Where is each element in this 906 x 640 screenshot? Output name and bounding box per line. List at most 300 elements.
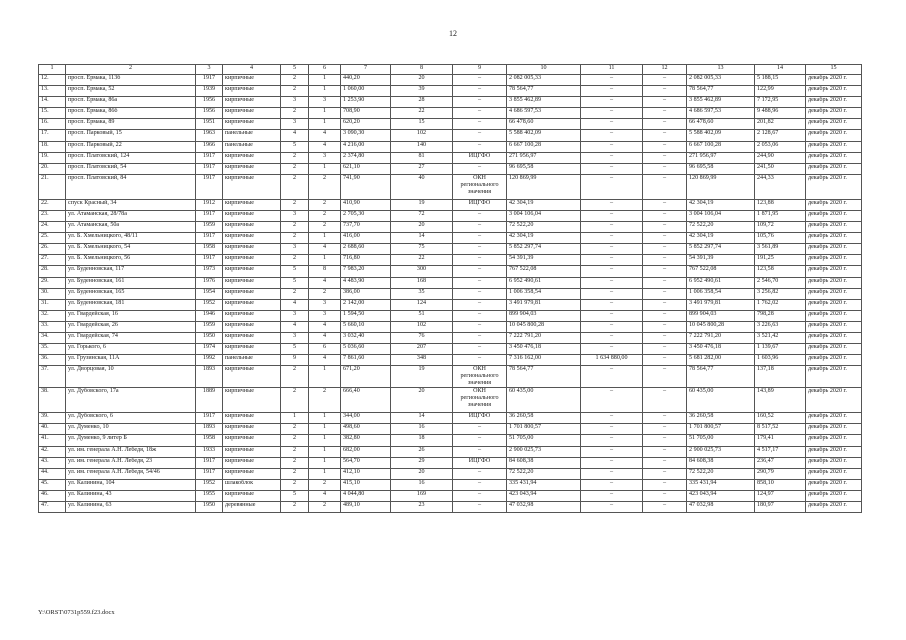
table-cell: 2 [281, 199, 309, 210]
table-cell: 3 256,82 [755, 288, 806, 299]
table-cell: 1 [309, 446, 341, 457]
table-row [39, 119, 862, 130]
table-cell: 716,80 [341, 255, 391, 266]
table-cell: 41. [39, 435, 66, 446]
table-cell: 2 [281, 174, 309, 199]
table-cell: ИЦГФО [453, 199, 507, 210]
table-cell: декабрь 2020 г. [806, 152, 862, 163]
table-cell: 2 900 025,73 [507, 446, 581, 457]
table-cell: 2 [281, 163, 309, 174]
table-cell: 78 564,77 [687, 86, 755, 97]
table-cell: 5 660,10 [341, 321, 391, 332]
table-cell: – [453, 222, 507, 233]
table-cell: 76 [391, 332, 453, 343]
table-cell: – [643, 413, 687, 424]
table-cell: 7 222 791,20 [507, 332, 581, 343]
table-cell: 2 [281, 86, 309, 97]
table-cell: 18 [391, 435, 453, 446]
table-cell: 3 521,42 [755, 332, 806, 343]
table-cell: 300 [391, 266, 453, 277]
table-cell: ул. Б. Хмельницкого, 54 [66, 244, 196, 255]
table-cell: панельные [223, 355, 281, 366]
table-cell: – [643, 502, 687, 513]
table-row [39, 413, 862, 424]
table-cell: 4 686 597,53 [687, 108, 755, 119]
table-cell: 2 [281, 233, 309, 244]
table-cell: 3 [309, 97, 341, 108]
table-cell: ул. Дворцовая, 10 [66, 366, 196, 388]
table-cell: – [453, 446, 507, 457]
table-cell: ул. Дубовского, 6 [66, 413, 196, 424]
table-cell: декабрь 2020 г. [806, 255, 862, 266]
table-cell: 35 [391, 288, 453, 299]
table-cell: панельные [223, 141, 281, 152]
table-cell: 168 [391, 277, 453, 288]
table-cell: 741,90 [341, 174, 391, 199]
table-cell: декабрь 2020 г. [806, 446, 862, 457]
table-cell: 335 431,94 [507, 479, 581, 490]
table-cell: 109,72 [755, 222, 806, 233]
table-cell: 2 900 025,73 [687, 446, 755, 457]
table-cell: – [643, 355, 687, 366]
table-cell: 3 [309, 310, 341, 321]
table-row [39, 130, 862, 141]
table-cell: 2 [281, 366, 309, 388]
table-cell: 1917 [196, 233, 223, 244]
table-cell: кирпичные [223, 174, 281, 199]
table-cell: декабрь 2020 г. [806, 310, 862, 321]
table-cell: 36. [39, 355, 66, 366]
table-cell: 2 705,30 [341, 210, 391, 221]
table-cell: – [453, 266, 507, 277]
table-cell: – [581, 310, 643, 321]
table-cell: – [643, 152, 687, 163]
table-cell: 1 [309, 435, 341, 446]
table-cell: 20 [391, 388, 453, 413]
table-cell: ул. Буденновская, 117 [66, 266, 196, 277]
table-cell: – [581, 119, 643, 130]
table-cell: – [643, 266, 687, 277]
table-cell: 4 [309, 490, 341, 501]
table-cell: 51 [391, 310, 453, 321]
table-cell: 4 [309, 130, 341, 141]
table-cell: просп. Парковый, 22 [66, 141, 196, 152]
table-cell: 2 128,67 [755, 130, 806, 141]
table-cell: 1 060,00 [341, 86, 391, 97]
table-cell: 2 374,80 [341, 152, 391, 163]
table-row [39, 366, 862, 388]
table-cell: декабрь 2020 г. [806, 174, 862, 199]
table-cell: 7 861,60 [341, 355, 391, 366]
table-cell: – [581, 108, 643, 119]
table-cell: 858,10 [755, 479, 806, 490]
table-cell: – [453, 86, 507, 97]
table-cell: – [453, 233, 507, 244]
table-cell: 1951 [196, 119, 223, 130]
table-cell: кирпичные [223, 152, 281, 163]
table-cell: 1 253,90 [341, 97, 391, 108]
table-row [39, 446, 862, 457]
table-cell: 18. [39, 141, 66, 152]
table-cell: 1958 [196, 244, 223, 255]
table-cell: 180,97 [755, 502, 806, 513]
table-cell: 1 [309, 163, 341, 174]
table-row [39, 141, 862, 152]
table-cell: – [643, 299, 687, 310]
table-cell: 72 522,20 [687, 222, 755, 233]
table-cell: кирпичные [223, 266, 281, 277]
table-cell: – [643, 277, 687, 288]
header-cell: 13 [687, 65, 755, 75]
table-cell: 37. [39, 366, 66, 388]
table-cell: 78 564,77 [507, 366, 581, 388]
table-cell: 1889 [196, 388, 223, 413]
table-cell: 3 [281, 119, 309, 130]
table-cell: декабрь 2020 г. [806, 435, 862, 446]
table-cell: кирпичные [223, 288, 281, 299]
table-row [39, 468, 862, 479]
table-cell: 423 043,94 [687, 490, 755, 501]
header-cell: 9 [453, 65, 507, 75]
table-cell: 1959 [196, 321, 223, 332]
table-cell: 20. [39, 163, 66, 174]
table-cell: кирпичные [223, 468, 281, 479]
table-cell: – [643, 233, 687, 244]
table-cell: просп. Ермака, 86а [66, 97, 196, 108]
table-cell: просп. Платовский, 54 [66, 163, 196, 174]
table-cell: 241,50 [755, 163, 806, 174]
table-cell: 2 [281, 288, 309, 299]
table-cell: кирпичные [223, 490, 281, 501]
table-cell: кирпичные [223, 97, 281, 108]
table-cell: ул. Думенко, 10 [66, 424, 196, 435]
table-cell: 47. [39, 502, 66, 513]
table-cell: 3 855 462,89 [507, 97, 581, 108]
table-cell: 14 [391, 233, 453, 244]
table-cell: 16. [39, 119, 66, 130]
table-cell: 2 [281, 108, 309, 119]
table-cell: 179,41 [755, 435, 806, 446]
table-cell: 27. [39, 255, 66, 266]
table-cell: 124,97 [755, 490, 806, 501]
table-cell: кирпичные [223, 199, 281, 210]
table-cell: кирпичные [223, 366, 281, 388]
table-cell: кирпичные [223, 119, 281, 130]
table-cell: – [581, 457, 643, 468]
table-cell: 5 188,15 [755, 75, 806, 86]
table-cell: 1 762,02 [755, 299, 806, 310]
table-cell: декабрь 2020 г. [806, 424, 862, 435]
table-body [39, 65, 862, 513]
table-cell: 3 [281, 310, 309, 321]
table-cell: – [581, 413, 643, 424]
table-cell: 72 [391, 210, 453, 221]
table-cell: – [643, 141, 687, 152]
table-cell: 8 [309, 266, 341, 277]
table-cell: – [643, 174, 687, 199]
table-cell: – [453, 332, 507, 343]
table-cell: 7 316 162,00 [507, 355, 581, 366]
table-row [39, 75, 862, 86]
table-cell: ул. Дубовского, 17а [66, 388, 196, 413]
table-cell: – [453, 479, 507, 490]
table-cell: 60 435,00 [687, 388, 755, 413]
table-cell: 1950 [196, 332, 223, 343]
table-cell: 22 [391, 255, 453, 266]
table-cell: 1893 [196, 424, 223, 435]
table-cell: 66 478,60 [507, 119, 581, 130]
table-cell: – [453, 435, 507, 446]
table-cell: 5 588 402,09 [687, 130, 755, 141]
table-cell: 1 [309, 424, 341, 435]
table-row [39, 490, 862, 501]
table-cell: 2 [281, 502, 309, 513]
table-cell: 21. [39, 174, 66, 199]
table-cell: – [453, 321, 507, 332]
table-cell: 38. [39, 388, 66, 413]
table-header-row [39, 65, 862, 75]
table-row [39, 344, 862, 355]
table-cell: – [581, 479, 643, 490]
table-cell: 3 004 106,04 [507, 210, 581, 221]
header-cell: 11 [581, 65, 643, 75]
table-cell: кирпичные [223, 457, 281, 468]
table-cell: 5 588 402,09 [507, 130, 581, 141]
table-cell: ИЦГФО [453, 413, 507, 424]
table-cell: 1917 [196, 75, 223, 86]
table-cell: – [643, 210, 687, 221]
table-cell: ул. Буденновская, 181 [66, 299, 196, 310]
table-cell: ул. Гвардейская, 74 [66, 332, 196, 343]
table-cell: – [453, 288, 507, 299]
table-cell: 423 043,94 [507, 490, 581, 501]
page-number: 12 [449, 29, 457, 38]
table-cell: 4 [309, 141, 341, 152]
table-cell: 7 983,20 [341, 266, 391, 277]
table-cell: 1917 [196, 255, 223, 266]
table-cell: 35. [39, 344, 66, 355]
table-cell: 4 [309, 244, 341, 255]
table-cell: 1 [309, 457, 341, 468]
table-cell: декабрь 2020 г. [806, 413, 862, 424]
table-cell: 2 [281, 468, 309, 479]
table-cell: 1 [309, 119, 341, 130]
table-cell: 4 [281, 130, 309, 141]
table-cell: 335 431,94 [687, 479, 755, 490]
table-cell: 5 [281, 344, 309, 355]
table-cell: 6 667 100,28 [507, 141, 581, 152]
table-cell: 1917 [196, 413, 223, 424]
header-cell: 10 [507, 65, 581, 75]
table-cell: 415,10 [341, 479, 391, 490]
table-cell: 4 [309, 332, 341, 343]
table-cell: 3 [281, 210, 309, 221]
table-cell: 244,33 [755, 174, 806, 199]
table-cell: 348 [391, 355, 453, 366]
table-cell: 3 [309, 152, 341, 163]
table-cell: 4 [309, 277, 341, 288]
table-cell: кирпичные [223, 210, 281, 221]
table-cell: кирпичные [223, 244, 281, 255]
table-cell: декабрь 2020 г. [806, 344, 862, 355]
table-cell: 1917 [196, 174, 223, 199]
table-cell: 26 [391, 446, 453, 457]
table-cell: ОКН регионального значения [453, 388, 507, 413]
table-cell: – [581, 288, 643, 299]
table-cell: – [643, 321, 687, 332]
table-cell: – [581, 174, 643, 199]
table-row [39, 332, 862, 343]
table-cell: деревянные [223, 502, 281, 513]
table-cell: декабрь 2020 г. [806, 502, 862, 513]
table-cell: 671,20 [341, 366, 391, 388]
table-cell: кирпичные [223, 255, 281, 266]
table-cell: 4 [309, 355, 341, 366]
table-cell: 2 082 005,33 [687, 75, 755, 86]
table-cell: 1917 [196, 210, 223, 221]
table-cell: 1955 [196, 490, 223, 501]
table-cell: – [643, 490, 687, 501]
table-cell: 344,00 [341, 413, 391, 424]
table-cell: – [643, 97, 687, 108]
table-cell: 27 [391, 163, 453, 174]
table-cell: декабрь 2020 г. [806, 457, 862, 468]
table-cell: 39 [391, 86, 453, 97]
table-cell: декабрь 2020 г. [806, 366, 862, 388]
table-cell: 2 [281, 479, 309, 490]
table-cell: – [643, 310, 687, 321]
table-cell: 798,28 [755, 310, 806, 321]
table-cell: 120 869,99 [687, 174, 755, 199]
table-cell: 3 [281, 332, 309, 343]
table-cell: декабрь 2020 г. [806, 86, 862, 97]
table-cell: 1956 [196, 108, 223, 119]
table-cell: 7 172,95 [755, 97, 806, 108]
table-cell: 5 [281, 266, 309, 277]
table-row [39, 479, 862, 490]
table-cell: 140 [391, 141, 453, 152]
table-cell: – [643, 108, 687, 119]
table-cell: декабрь 2020 г. [806, 355, 862, 366]
table-cell: 54 391,39 [687, 255, 755, 266]
table-cell: ул. Б. Хмельницкого, 56 [66, 255, 196, 266]
table-cell: 23 [391, 502, 453, 513]
table-cell: 1 [309, 233, 341, 244]
table-cell: 2 082 005,33 [507, 75, 581, 86]
table-cell: – [643, 130, 687, 141]
table-cell: 20 [391, 75, 453, 86]
table-cell: 2 053,06 [755, 141, 806, 152]
header-cell: 8 [391, 65, 453, 75]
table-cell: 2 [281, 446, 309, 457]
table-cell: 30. [39, 288, 66, 299]
table-cell: – [581, 210, 643, 221]
table-cell: 1917 [196, 152, 223, 163]
table-cell: 3 855 462,89 [687, 97, 755, 108]
table-cell: 244,90 [755, 152, 806, 163]
table-cell: 1956 [196, 97, 223, 108]
table-cell: декабрь 2020 г. [806, 163, 862, 174]
table-cell: 143,89 [755, 388, 806, 413]
table-cell: 1917 [196, 457, 223, 468]
table-cell: 2 [281, 222, 309, 233]
table-cell: ИЦГФО [453, 457, 507, 468]
table-cell: 84 608,38 [507, 457, 581, 468]
table-cell: 26. [39, 244, 66, 255]
table-cell: 5 681 282,00 [687, 355, 755, 366]
table-cell: 34. [39, 332, 66, 343]
table-cell: 14 [391, 413, 453, 424]
table-cell: спуск Красный, 34 [66, 199, 196, 210]
table-cell: 4 044,80 [341, 490, 391, 501]
table-cell: декабрь 2020 г. [806, 299, 862, 310]
table-cell: декабрь 2020 г. [806, 321, 862, 332]
table-cell: 2 [309, 388, 341, 413]
table-cell: 1 [309, 255, 341, 266]
table-cell: – [643, 424, 687, 435]
table-cell: 2 [281, 435, 309, 446]
table-row [39, 86, 862, 97]
header-cell: 12 [643, 65, 687, 75]
table-cell: – [643, 199, 687, 210]
table-cell: 16 [391, 479, 453, 490]
table-cell: – [581, 490, 643, 501]
table-cell: 1974 [196, 344, 223, 355]
table-cell: ул. Грузинская, 11А [66, 355, 196, 366]
table-cell: – [581, 502, 643, 513]
header-cell: 6 [309, 65, 341, 75]
table-cell: 169 [391, 490, 453, 501]
table-cell: кирпичные [223, 86, 281, 97]
table-cell: 1952 [196, 299, 223, 310]
table-cell: – [581, 321, 643, 332]
table-cell: 1 006 358,54 [507, 288, 581, 299]
table-cell: 708,90 [341, 108, 391, 119]
table-cell: кирпичные [223, 321, 281, 332]
table-cell: 1 [309, 75, 341, 86]
table-cell: кирпичные [223, 435, 281, 446]
table-cell: – [453, 141, 507, 152]
table-cell: просп. Платовский, 84 [66, 174, 196, 199]
table-cell: 36 260,58 [507, 413, 581, 424]
table-cell: кирпичные [223, 299, 281, 310]
table-cell: – [453, 424, 507, 435]
table-cell: 6 667 100,28 [687, 141, 755, 152]
table-cell: 201,82 [755, 119, 806, 130]
table-cell: 767 522,08 [507, 266, 581, 277]
table-cell: 3 [281, 97, 309, 108]
housing-table [38, 64, 862, 513]
table-cell: 15 [391, 119, 453, 130]
table-cell: – [643, 435, 687, 446]
table-cell: 412,10 [341, 468, 391, 479]
table-cell: 3 561,89 [755, 244, 806, 255]
table-cell: декабрь 2020 г. [806, 130, 862, 141]
table-row [39, 210, 862, 221]
table-cell: 498,60 [341, 424, 391, 435]
table-cell: – [581, 130, 643, 141]
table-cell: – [643, 332, 687, 343]
table-cell: ул. Калинина, 43 [66, 490, 196, 501]
table-cell: 96 695,58 [687, 163, 755, 174]
table-cell: декабрь 2020 г. [806, 288, 862, 299]
table-cell: 25. [39, 233, 66, 244]
table-cell: – [581, 266, 643, 277]
table-cell: 1 594,50 [341, 310, 391, 321]
table-cell: – [453, 502, 507, 513]
table-cell: просп. Ермака, 86б [66, 108, 196, 119]
table-cell: 60 435,00 [507, 388, 581, 413]
